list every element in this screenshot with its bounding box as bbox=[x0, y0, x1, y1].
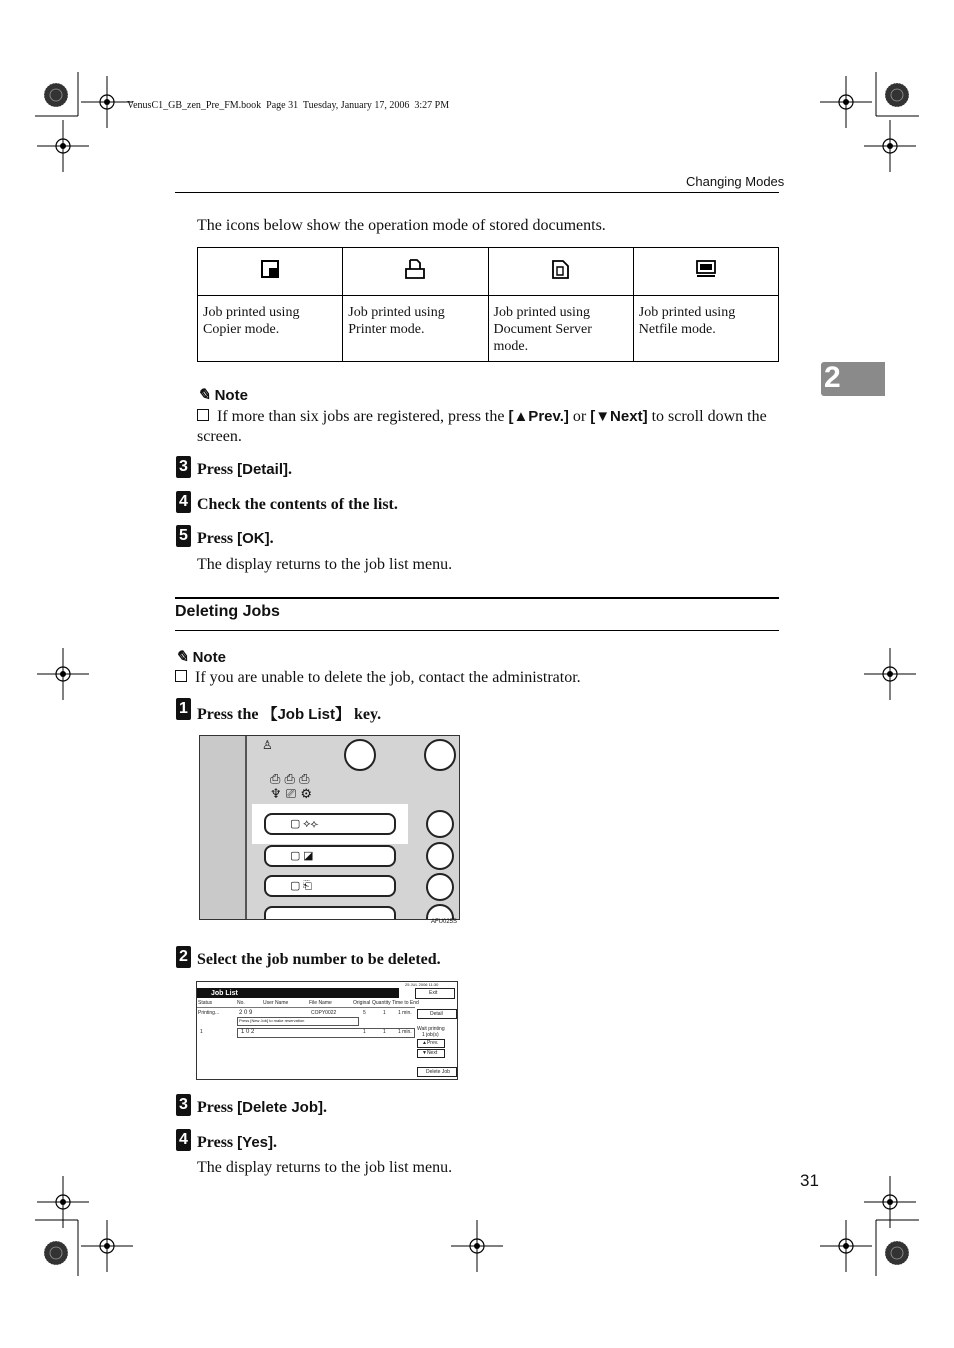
panel-key[interactable] bbox=[264, 906, 396, 920]
step-instruction: Press [OK]. bbox=[197, 530, 274, 547]
pencil-icon: ✎ bbox=[197, 387, 211, 404]
panel-icons: ⎙ ⎙ ⎙ ♆ ⎚ ⚙ bbox=[270, 772, 312, 802]
chapter-number: 2 bbox=[824, 361, 841, 394]
delete-job-button[interactable]: Delete Job bbox=[417, 1067, 457, 1077]
checkbox-bullet-icon bbox=[197, 409, 209, 421]
figure-code: AFU025S bbox=[431, 919, 458, 925]
mode-cell bbox=[198, 248, 343, 296]
next-button[interactable]: ▼Next bbox=[417, 1049, 445, 1058]
detail-button[interactable]: Detail bbox=[417, 1009, 457, 1019]
wait-count: 1 job(s) bbox=[422, 1032, 439, 1038]
screen-title-bar bbox=[197, 982, 457, 998]
panel-dial-button[interactable] bbox=[344, 739, 376, 771]
netfile-mode-icon bbox=[695, 259, 717, 279]
step-result: The display returns to the job list menu. bbox=[197, 1159, 453, 1176]
panel-round-button[interactable] bbox=[424, 739, 456, 771]
chapter-tab bbox=[821, 362, 885, 396]
mode-description: Job printed using Copier mode. bbox=[198, 296, 343, 362]
step-instruction: Press [Detail]. bbox=[197, 461, 292, 478]
step-instruction: Press the 【Job List】 key. bbox=[197, 706, 382, 723]
reservation-row[interactable]: Press [New Job] to make reservation bbox=[237, 1017, 359, 1026]
prev-button[interactable]: ▲Prev. bbox=[417, 1039, 445, 1048]
header-rule bbox=[175, 192, 779, 193]
user-icon: ♙ bbox=[262, 738, 273, 752]
panel-round-button[interactable] bbox=[426, 810, 454, 838]
job-row[interactable]: Printing... 2 0 9 COPY0022 5 1 1 min. bbox=[198, 1010, 412, 1016]
job-row[interactable]: 1 1 0 2 1 1 1 min. bbox=[197, 1028, 415, 1036]
page-number: 31 bbox=[800, 1171, 819, 1190]
job-list-screen bbox=[196, 981, 458, 1080]
panel-key[interactable]: ▢ ⎗ bbox=[264, 875, 396, 897]
screen-title: Job List bbox=[211, 990, 238, 997]
mode-description: Job printed using Netfile mode. bbox=[633, 296, 778, 362]
step-result: The display returns to the job list menu. bbox=[197, 556, 453, 573]
panel-round-button[interactable] bbox=[426, 873, 454, 901]
note-item: If you are unable to delete the job, contact the administrator. bbox=[175, 669, 581, 687]
section-rule-top bbox=[175, 597, 779, 599]
panel-key[interactable]: ▢ ◪ bbox=[264, 845, 396, 867]
step-instruction: Check the contents of the list. bbox=[197, 496, 398, 513]
job-list-key[interactable]: ▢ ⟡⟣ bbox=[264, 813, 396, 835]
running-header: Changing Modes bbox=[686, 174, 785, 189]
intro-text: The icons below show the operation mode of stored documents. bbox=[197, 217, 606, 234]
mode-icon-table bbox=[197, 247, 779, 362]
note-heading: ✎ Note bbox=[175, 649, 226, 666]
step-instruction: Press [Yes]. bbox=[197, 1134, 277, 1151]
section-rule-bottom bbox=[175, 630, 779, 631]
note-heading: ✎ Note bbox=[197, 387, 248, 404]
pencil-icon: ✎ bbox=[175, 649, 189, 666]
screen-clock: 25 JUL 2006 11:30 bbox=[405, 982, 439, 987]
printer-mode-icon bbox=[404, 258, 426, 280]
mode-cell bbox=[633, 248, 778, 296]
mode-description: Job printed using Document Server mode. bbox=[488, 296, 633, 362]
document-server-mode-icon bbox=[550, 258, 572, 280]
step-number: 5 bbox=[176, 525, 191, 547]
screen-columns: Status No. User Name File Name Original Quantity Time to End bbox=[198, 1000, 419, 1006]
note-item: If more than six jobs are registered, press the [▲Prev.] or [▼Next] to scroll down the screen. bbox=[197, 408, 767, 445]
wait-label: Wait printing bbox=[417, 1026, 445, 1032]
step-number: 2 bbox=[176, 946, 191, 968]
mode-cell bbox=[488, 248, 633, 296]
step-number: 3 bbox=[176, 1094, 191, 1116]
control-panel-figure bbox=[199, 735, 460, 920]
file-stamp: VenusC1_GB_zen_Pre_FM.book Page 31 Tuesday, January 17, 2006 3:27 PM bbox=[127, 100, 450, 111]
step-number: 1 bbox=[176, 698, 191, 720]
panel-round-button[interactable] bbox=[426, 842, 454, 870]
step-number: 4 bbox=[176, 1129, 191, 1151]
step-instruction: Press [Delete Job]. bbox=[197, 1099, 327, 1116]
mode-description: Job printed using Printer mode. bbox=[343, 296, 488, 362]
exit-button[interactable]: Exit bbox=[415, 988, 455, 999]
checkbox-bullet-icon bbox=[175, 670, 187, 682]
step-number: 3 bbox=[176, 456, 191, 478]
section-heading: Deleting Jobs bbox=[175, 603, 280, 620]
step-number: 4 bbox=[176, 491, 191, 513]
step-instruction: Select the job number to be deleted. bbox=[197, 951, 441, 968]
copier-mode-icon bbox=[260, 259, 280, 279]
mode-cell bbox=[343, 248, 488, 296]
